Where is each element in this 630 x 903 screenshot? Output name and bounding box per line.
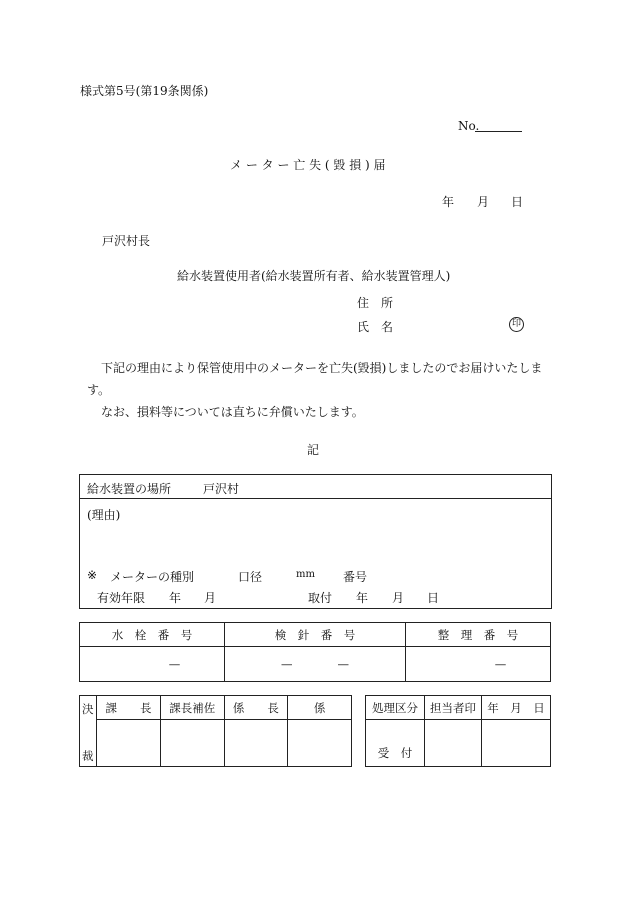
col-date: 年 月 日 (482, 696, 551, 720)
page-title: メ ー タ ー 亡 失 ( 毀 損 ) 届 (230, 158, 386, 172)
no-text: No. (458, 119, 480, 133)
seal-box (97, 720, 161, 767)
seal-box (160, 720, 224, 767)
processing-table (365, 695, 551, 767)
meter-reading-number-cell (225, 647, 406, 682)
header-reference-number: 整 理 番 号 (406, 623, 551, 647)
water-tap-number-cell (80, 647, 225, 682)
location-value: 戸沢村 (203, 482, 240, 496)
installed-month: 月 (392, 591, 405, 605)
meter-mark: ※ (87, 568, 98, 582)
header-water-tap-number: 水 栓 番 号 (80, 623, 225, 647)
kessai-bottom: 裁 (82, 749, 94, 763)
numbers-table (79, 622, 551, 682)
validity-month: 月 (204, 591, 217, 605)
col-staff: 係 (288, 696, 352, 720)
seal-box (224, 720, 288, 767)
reason-label: (理由) (87, 508, 121, 522)
installed-year: 年 (356, 591, 369, 605)
addressee: 戸沢村長 (102, 234, 151, 248)
dash: — (281, 657, 293, 671)
date-day: 日 (511, 195, 524, 209)
col-deputy-chief: 課長補佐 (160, 696, 224, 720)
validity-label: 有効年限 (97, 591, 146, 605)
location-label: 給水装置の場所 (87, 482, 172, 496)
dash: — (494, 657, 507, 671)
kessai-cell (80, 696, 97, 767)
form-number: 様式第5号(第19条関係) (80, 84, 209, 98)
kessai-top: 決 (82, 702, 94, 716)
col-process: 処理区分 (366, 696, 425, 720)
col-subsection-chief: 係 長 (224, 696, 288, 720)
meter-type-label: メーターの種別 (110, 570, 195, 584)
seal-mark: 印 (509, 317, 524, 332)
reference-number-cell (406, 647, 551, 682)
header-meter-reading-number: 検 針 番 号 (225, 623, 406, 647)
dash: — (337, 657, 349, 671)
number-label: 番号 (343, 570, 368, 584)
applicant-role: 給水装置使用者(給水装置所有者、給水装置管理人) (177, 269, 451, 283)
body-line-3: なお、損料等については直ちに弁償いたします。 (101, 405, 364, 419)
seal-box (288, 720, 352, 767)
name-label: 氏 名 (357, 320, 394, 334)
address-label: 住 所 (357, 296, 394, 310)
details-box (79, 474, 552, 609)
details-divider (80, 498, 551, 499)
col-staff-seal: 担当者印 (425, 696, 482, 720)
body-line-2: す。 (87, 383, 111, 397)
dash: — (168, 657, 181, 671)
staff-seal-box (425, 720, 482, 767)
no-underline (475, 131, 522, 132)
validity-year: 年 (169, 591, 182, 605)
installed-label: 取付 (308, 591, 333, 605)
bore-label: 口径 (238, 570, 263, 584)
date-month: 月 (477, 195, 490, 209)
date-year: 年 (442, 195, 455, 209)
ki-heading: 記 (307, 443, 320, 457)
receipt-cell (366, 720, 425, 767)
mm-label: mm (296, 569, 315, 580)
installed-day: 日 (427, 591, 440, 605)
date-box (482, 720, 551, 767)
body-line-1: 下記の理由により保管使用中のメーターを亡失(毀損)しましたのでお届けいたしま (101, 361, 543, 375)
receipt-label: 受 付 (377, 746, 413, 760)
col-section-chief: 課 長 (97, 696, 161, 720)
approval-table (79, 695, 352, 767)
